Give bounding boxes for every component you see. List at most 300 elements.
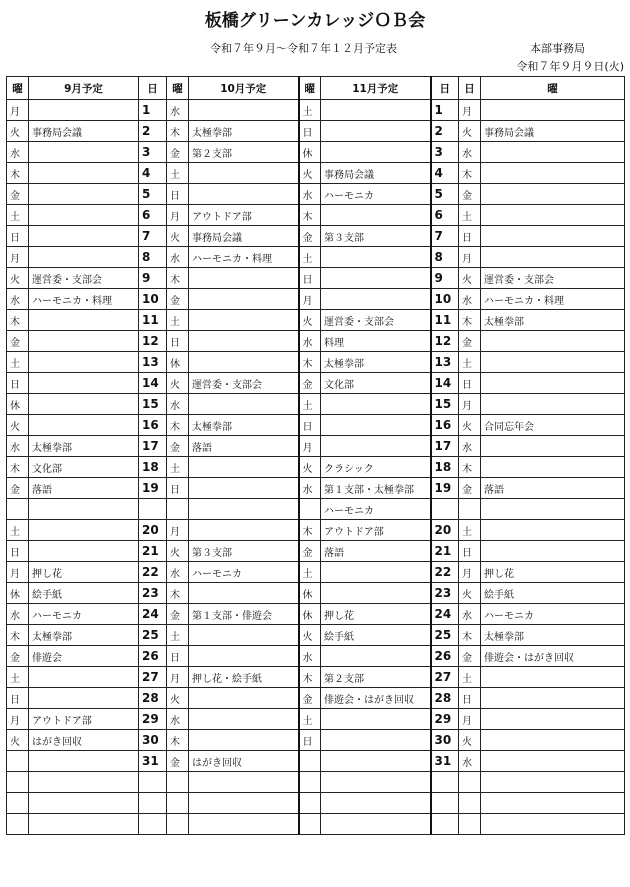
day-number-cell: 6 (139, 205, 167, 226)
oct-event-cell: はがき回収 (189, 751, 299, 772)
nov-weekday-cell: 木 (299, 352, 321, 373)
oct-event-cell (189, 184, 299, 205)
empty-cell (167, 814, 189, 835)
blank-row (7, 772, 625, 793)
sep-event-cell: ハーモニカ・料理 (29, 289, 139, 310)
nov-weekday-cell: 休 (299, 604, 321, 625)
oct-event-cell: 落語 (189, 436, 299, 457)
dec-event-cell (481, 520, 625, 541)
nov-weekday-cell: 日 (299, 415, 321, 436)
oct-event-cell: ハーモニカ・料理 (189, 247, 299, 268)
sep-event-cell (29, 373, 139, 394)
day-number-cell: 24 (431, 604, 459, 625)
dec-event-cell: 運営委・支部会 (481, 268, 625, 289)
sep-event-cell: 俳遊会 (29, 646, 139, 667)
nov-weekday-cell: 木 (299, 667, 321, 688)
sep-event-cell: アウトドア部 (29, 709, 139, 730)
sep-weekday-cell: 金 (7, 478, 29, 499)
sep-event-cell (29, 163, 139, 184)
day-number-cell: 9 (431, 268, 459, 289)
sep-event-cell: 事務局会議 (29, 121, 139, 142)
oct-weekday-cell: 休 (167, 352, 189, 373)
dec-event-cell (481, 730, 625, 751)
dec-event-cell: 押し花 (481, 562, 625, 583)
day-number-cell: 21 (139, 541, 167, 562)
day-number-cell: 17 (139, 436, 167, 457)
empty-cell (299, 793, 321, 814)
empty-cell (189, 499, 299, 520)
sep-weekday-cell: 月 (7, 247, 29, 268)
nov-event-cell: 押し花 (321, 604, 431, 625)
nov-weekday-cell: 火 (299, 310, 321, 331)
table-row (7, 142, 625, 163)
sep-weekday-cell: 日 (7, 541, 29, 562)
sep-weekday-cell: 日 (7, 226, 29, 247)
dec-event-cell: 俳遊会・はがき回収 (481, 646, 625, 667)
oct-event-cell: 太極拳部 (189, 121, 299, 142)
nov-event-cell (321, 415, 431, 436)
empty-cell (481, 814, 625, 835)
oct-weekday-cell: 水 (167, 100, 189, 121)
day-number-cell: 11 (431, 310, 459, 331)
oct-event-cell (189, 394, 299, 415)
oct-event-cell (189, 268, 299, 289)
oct-weekday-cell: 火 (167, 541, 189, 562)
empty-cell (189, 793, 299, 814)
sep-weekday-cell: 木 (7, 310, 29, 331)
oct-event-cell: 第３支部 (189, 541, 299, 562)
oct-weekday-cell: 金 (167, 289, 189, 310)
dec-weekday-cell: 水 (459, 751, 481, 772)
empty-cell (139, 772, 167, 793)
nov-weekday-cell: 土 (299, 100, 321, 121)
sep-event-cell (29, 394, 139, 415)
table-row (7, 583, 625, 604)
day-number-cell: 3 (431, 142, 459, 163)
dec-weekday-cell: 金 (459, 478, 481, 499)
dec-weekday-cell: 火 (459, 583, 481, 604)
day-number-cell: 14 (139, 373, 167, 394)
dec-event-cell (481, 247, 625, 268)
oct-weekday-cell: 月 (167, 520, 189, 541)
sep-weekday-cell: 日 (7, 373, 29, 394)
empty-cell (459, 499, 481, 520)
sep-event-cell (29, 751, 139, 772)
sep-weekday-cell: 金 (7, 646, 29, 667)
dec-weekday-cell: 月 (459, 394, 481, 415)
dec-event-cell: 絵手紙 (481, 583, 625, 604)
table-row (7, 247, 625, 268)
day-number-cell: 27 (431, 667, 459, 688)
oct-event-cell: 押し花・絵手紙 (189, 667, 299, 688)
nov-event-cell (321, 247, 431, 268)
nov-event-cell: アウトドア部 (321, 520, 431, 541)
day-number-cell: 13 (139, 352, 167, 373)
nov-weekday-cell: 月 (299, 289, 321, 310)
day-number-cell: 3 (139, 142, 167, 163)
table-row (7, 520, 625, 541)
nov-event-cell (321, 289, 431, 310)
empty-cell (481, 772, 625, 793)
sep-weekday-cell: 金 (7, 331, 29, 352)
day-number-cell: 25 (431, 625, 459, 646)
col-header: 10月予定 (189, 77, 299, 100)
sep-weekday-cell: 木 (7, 625, 29, 646)
empty-cell (431, 814, 459, 835)
sep-event-cell (29, 415, 139, 436)
sep-weekday-cell: 土 (7, 667, 29, 688)
oct-event-cell (189, 520, 299, 541)
table-row (7, 709, 625, 730)
empty-cell (299, 499, 321, 520)
table-row (7, 625, 625, 646)
oct-event-cell (189, 352, 299, 373)
day-number-cell: 28 (139, 688, 167, 709)
dec-event-cell (481, 688, 625, 709)
oct-weekday-cell: 日 (167, 331, 189, 352)
table-row (7, 121, 625, 142)
sep-weekday-cell: 月 (7, 100, 29, 121)
nov-weekday-cell: 日 (299, 121, 321, 142)
dec-event-cell: ハーモニカ・料理 (481, 289, 625, 310)
day-number-cell: 8 (431, 247, 459, 268)
table-row (7, 268, 625, 289)
nov-weekday-cell: 水 (299, 184, 321, 205)
day-number-cell: 8 (139, 247, 167, 268)
nov-weekday-cell: 日 (299, 268, 321, 289)
table-row (7, 163, 625, 184)
oct-weekday-cell: 月 (167, 205, 189, 226)
nov-weekday-cell: 金 (299, 373, 321, 394)
sep-event-cell (29, 247, 139, 268)
day-number-cell: 20 (139, 520, 167, 541)
dec-weekday-cell: 日 (459, 226, 481, 247)
day-number-cell: 1 (431, 100, 459, 121)
empty-cell (139, 499, 167, 520)
day-number-cell: 2 (431, 121, 459, 142)
empty-cell (481, 499, 625, 520)
nov-weekday-cell: 水 (299, 331, 321, 352)
nov-event-cell (321, 751, 431, 772)
nov-event-cell: ハーモニカ (321, 184, 431, 205)
day-number-cell: 17 (431, 436, 459, 457)
dec-weekday-cell: 土 (459, 520, 481, 541)
dec-weekday-cell: 月 (459, 562, 481, 583)
nov-weekday-cell: 休 (299, 142, 321, 163)
sep-weekday-cell: 木 (7, 457, 29, 478)
oct-event-cell (189, 163, 299, 184)
sep-event-cell (29, 520, 139, 541)
dec-weekday-cell: 月 (459, 247, 481, 268)
col-header: 曜 (167, 77, 189, 100)
nov-weekday-cell: 火 (299, 163, 321, 184)
oct-weekday-cell: 火 (167, 226, 189, 247)
dec-weekday-cell: 月 (459, 709, 481, 730)
day-number-cell: 26 (431, 646, 459, 667)
oct-weekday-cell: 木 (167, 415, 189, 436)
table-row (7, 604, 625, 625)
nov-weekday-cell: 日 (299, 730, 321, 751)
dec-event-cell (481, 541, 625, 562)
oct-event-cell: 運営委・支部会 (189, 373, 299, 394)
blank-row (7, 793, 625, 814)
nov-event-cell (321, 394, 431, 415)
empty-cell (167, 772, 189, 793)
oct-weekday-cell: 金 (167, 142, 189, 163)
dec-event-cell: 事務局会議 (481, 121, 625, 142)
table-row (7, 352, 625, 373)
oct-event-cell (189, 688, 299, 709)
nov-event-cell (321, 646, 431, 667)
oct-weekday-cell: 金 (167, 604, 189, 625)
page-title: 板橋グリーンカレッジＯＢ会 (204, 11, 426, 31)
oct-event-cell (189, 709, 299, 730)
nov-event-cell (321, 709, 431, 730)
day-number-cell: 20 (431, 520, 459, 541)
nov-weekday-cell: 木 (299, 520, 321, 541)
day-number-cell: 10 (139, 289, 167, 310)
day-number-cell: 6 (431, 205, 459, 226)
empty-cell (7, 772, 29, 793)
nov-event-cell: 料理 (321, 331, 431, 352)
dec-event-cell (481, 394, 625, 415)
empty-cell (431, 772, 459, 793)
sep-event-cell: 押し花 (29, 562, 139, 583)
empty-cell (321, 772, 431, 793)
sep-weekday-cell: 休 (7, 394, 29, 415)
dec-event-cell (481, 163, 625, 184)
day-number-cell: 1 (139, 100, 167, 121)
sep-weekday-cell: 土 (7, 205, 29, 226)
day-number-cell: 7 (431, 226, 459, 247)
day-number-cell: 2 (139, 121, 167, 142)
oct-weekday-cell: 火 (167, 373, 189, 394)
oct-weekday-cell: 火 (167, 688, 189, 709)
empty-cell (189, 814, 299, 835)
oct-weekday-cell: 木 (167, 268, 189, 289)
oct-weekday-cell: 水 (167, 709, 189, 730)
day-number-cell: 30 (139, 730, 167, 751)
nov-event-cell: 落語 (321, 541, 431, 562)
empty-cell (321, 814, 431, 835)
empty-cell (299, 814, 321, 835)
oct-event-cell: 事務局会議 (189, 226, 299, 247)
oct-event-cell (189, 583, 299, 604)
office-name: 本部事務局 (530, 42, 585, 55)
oct-event-cell: アウトドア部 (189, 205, 299, 226)
col-header: 日 (431, 77, 459, 100)
col-header: 曜 (481, 77, 625, 100)
nov-weekday-cell: 金 (299, 541, 321, 562)
sep-event-cell: 文化部 (29, 457, 139, 478)
col-header: 9月予定 (29, 77, 139, 100)
dec-weekday-cell: 水 (459, 142, 481, 163)
table-row (7, 415, 625, 436)
day-number-cell: 22 (431, 562, 459, 583)
oct-weekday-cell: 土 (167, 457, 189, 478)
oct-event-cell (189, 625, 299, 646)
empty-cell (29, 499, 139, 520)
day-number-cell: 13 (431, 352, 459, 373)
sep-weekday-cell: 月 (7, 562, 29, 583)
table-row (7, 394, 625, 415)
header-row (7, 77, 625, 100)
oct-weekday-cell: 木 (167, 583, 189, 604)
dec-weekday-cell: 火 (459, 121, 481, 142)
oct-weekday-cell: 木 (167, 121, 189, 142)
nov-event-cell (321, 100, 431, 121)
sep-event-cell (29, 352, 139, 373)
table-row (7, 562, 625, 583)
issue-date: 令和７年９月９日(火) (516, 60, 624, 73)
blank-row (7, 814, 625, 835)
sep-weekday-cell: 休 (7, 583, 29, 604)
empty-cell (459, 814, 481, 835)
nov-weekday-cell: 木 (299, 205, 321, 226)
day-number-cell: 18 (431, 457, 459, 478)
empty-cell (167, 499, 189, 520)
day-number-cell: 4 (139, 163, 167, 184)
day-number-cell: 12 (139, 331, 167, 352)
nov-weekday-cell: 水 (299, 646, 321, 667)
oct-weekday-cell: 木 (167, 730, 189, 751)
sep-weekday-cell: 月 (7, 709, 29, 730)
day-number-cell: 19 (431, 478, 459, 499)
empty-cell (299, 772, 321, 793)
sep-weekday-cell: 火 (7, 121, 29, 142)
schedule-subtitle: 令和７年９月～令和７年１２月予定表 (210, 42, 397, 55)
day-number-cell: 11 (139, 310, 167, 331)
dec-weekday-cell: 日 (459, 373, 481, 394)
sep-event-cell (29, 142, 139, 163)
day-number-cell: 15 (139, 394, 167, 415)
dec-event-cell (481, 352, 625, 373)
oct-event-cell: 第１支部・俳遊会 (189, 604, 299, 625)
empty-cell (29, 793, 139, 814)
sep-weekday-cell: 日 (7, 688, 29, 709)
table-row (7, 688, 625, 709)
nov-weekday-cell (299, 751, 321, 772)
day-number-cell: 25 (139, 625, 167, 646)
col-header: 曜 (299, 77, 321, 100)
sep-event-cell: はがき回収 (29, 730, 139, 751)
dec-event-cell: 太極拳部 (481, 625, 625, 646)
table-row (7, 289, 625, 310)
oct-event-cell (189, 100, 299, 121)
nov-weekday-cell: 火 (299, 625, 321, 646)
sep-weekday-cell: 木 (7, 163, 29, 184)
sep-weekday-cell: 水 (7, 604, 29, 625)
table-row (7, 436, 625, 457)
oct-weekday-cell: 金 (167, 436, 189, 457)
empty-cell (29, 814, 139, 835)
empty-cell (189, 772, 299, 793)
table-row (7, 457, 625, 478)
oct-weekday-cell: 金 (167, 751, 189, 772)
nov-event-cell: クラシック (321, 457, 431, 478)
dec-event-cell: ハーモニカ (481, 604, 625, 625)
col-header: 日 (139, 77, 167, 100)
sep-event-cell: 太極拳部 (29, 625, 139, 646)
day-number-cell: 9 (139, 268, 167, 289)
dec-weekday-cell: 土 (459, 205, 481, 226)
nov-event-cell (321, 436, 431, 457)
nov-event-cell (321, 268, 431, 289)
day-number-cell: 28 (431, 688, 459, 709)
table-row (7, 478, 625, 499)
oct-event-cell (189, 646, 299, 667)
day-number-cell: 30 (431, 730, 459, 751)
day-number-cell: 21 (431, 541, 459, 562)
nov-weekday-cell: 休 (299, 583, 321, 604)
oct-event-cell (189, 331, 299, 352)
dec-event-cell (481, 331, 625, 352)
oct-weekday-cell: 月 (167, 667, 189, 688)
empty-cell (139, 793, 167, 814)
empty-cell (431, 499, 459, 520)
sep-weekday-cell: 水 (7, 142, 29, 163)
schedule-table (6, 76, 625, 835)
oct-event-cell (189, 478, 299, 499)
nov-event-extra-cell: ハーモニカ (321, 499, 431, 520)
nov-event-cell: 運営委・支部会 (321, 310, 431, 331)
empty-cell (7, 793, 29, 814)
nov-event-cell (321, 562, 431, 583)
day-number-cell: 19 (139, 478, 167, 499)
oct-weekday-cell: 水 (167, 247, 189, 268)
dec-event-cell: 合同忘年会 (481, 415, 625, 436)
oct-weekday-cell: 水 (167, 562, 189, 583)
day-number-cell: 10 (431, 289, 459, 310)
table-row (7, 667, 625, 688)
col-header: 日 (459, 77, 481, 100)
schedule-body (7, 100, 625, 835)
day-number-cell: 29 (431, 709, 459, 730)
oct-event-cell: 太極拳部 (189, 415, 299, 436)
dec-weekday-cell: 火 (459, 730, 481, 751)
dec-event-cell: 太極拳部 (481, 310, 625, 331)
day-number-cell: 22 (139, 562, 167, 583)
sep-weekday-cell: 土 (7, 352, 29, 373)
dec-weekday-cell: 日 (459, 541, 481, 562)
day-number-cell: 27 (139, 667, 167, 688)
empty-cell (459, 793, 481, 814)
sep-event-cell (29, 688, 139, 709)
empty-cell (481, 793, 625, 814)
nov-event-cell: 文化部 (321, 373, 431, 394)
nov-event-cell: 第１支部・太極拳部 (321, 478, 431, 499)
oct-weekday-cell: 水 (167, 394, 189, 415)
col-header: 11月予定 (321, 77, 431, 100)
sep-event-cell (29, 541, 139, 562)
dec-weekday-cell: 土 (459, 667, 481, 688)
nov-weekday-cell: 土 (299, 562, 321, 583)
oct-weekday-cell: 土 (167, 310, 189, 331)
dec-weekday-cell: 火 (459, 268, 481, 289)
sep-weekday-cell: 土 (7, 520, 29, 541)
day-number-cell: 31 (139, 751, 167, 772)
sep-weekday-cell (7, 751, 29, 772)
dec-weekday-cell: 木 (459, 163, 481, 184)
table-row-continuation (7, 499, 625, 520)
sep-event-cell (29, 667, 139, 688)
dec-event-cell (481, 373, 625, 394)
table-row (7, 730, 625, 751)
day-number-cell: 24 (139, 604, 167, 625)
dec-event-cell (481, 205, 625, 226)
sep-event-cell (29, 331, 139, 352)
oct-event-cell (189, 457, 299, 478)
